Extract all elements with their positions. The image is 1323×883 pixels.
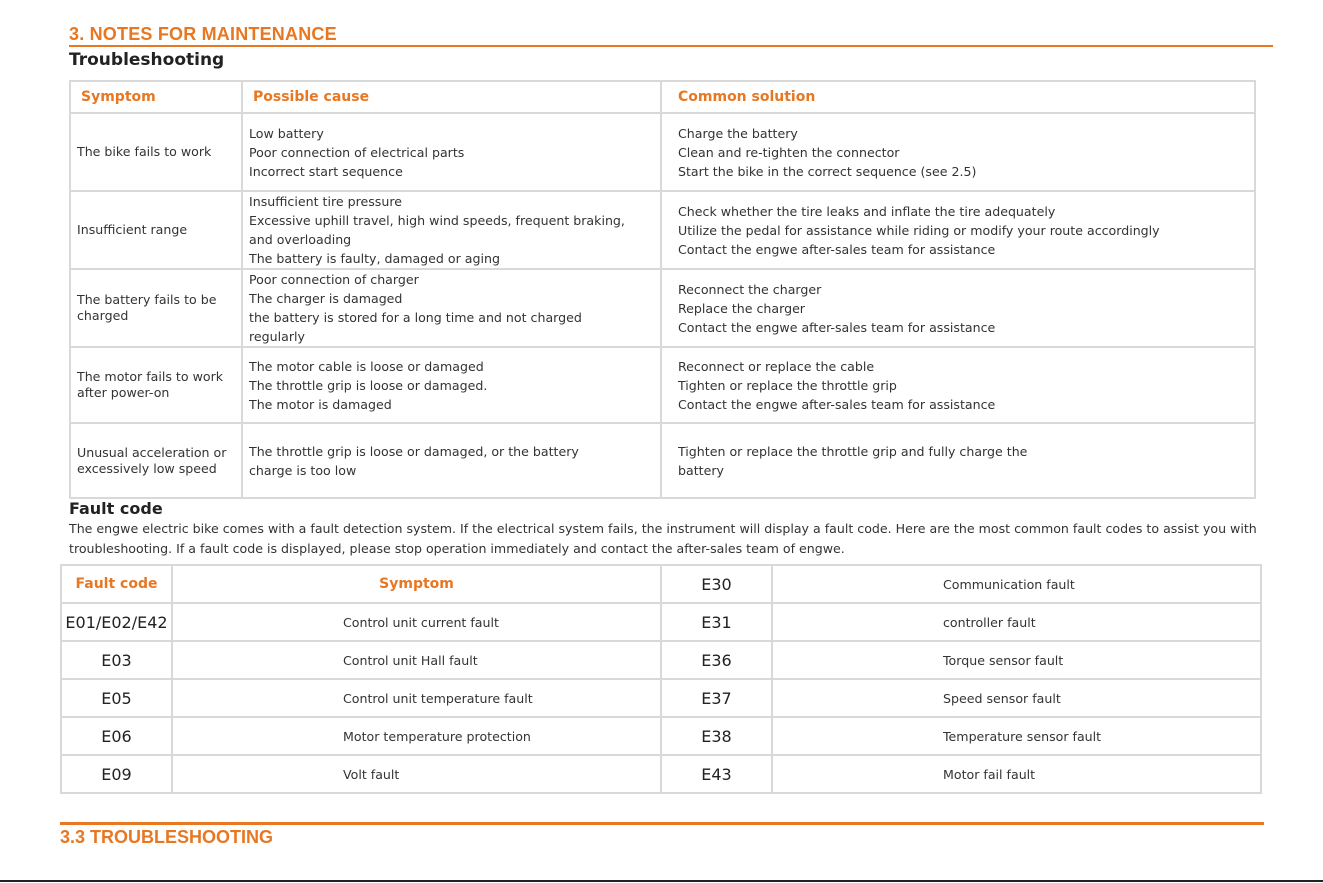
cell-line: charged (77, 308, 129, 323)
cell-line: battery (678, 462, 724, 478)
common-solution-cell (661, 269, 1255, 347)
cell-line: Charge the battery (678, 125, 798, 141)
fault-symptom-right (772, 603, 1261, 641)
cell-line: Unusual acceleration or (77, 444, 227, 460)
cell-line: and overloading (249, 232, 352, 247)
possible-cause-cell (242, 191, 661, 269)
symptom-cell (70, 423, 242, 498)
table-row (70, 423, 1255, 498)
cell-line: The motor is damaged (249, 396, 392, 412)
fault-row (61, 603, 1261, 641)
possible-cause-cell (242, 423, 661, 498)
troubleshooting-table (69, 80, 1256, 499)
fault-code-left: E09 (61, 755, 172, 793)
cell-line: The charger is damaged (249, 291, 403, 306)
fault-code-intro: The engwe electric bike comes with a fault detection system. If the electrical system fails, the instrument will display a fault code. Here are the most common fault codes to assist you with troubleshooting. If a fault code is displayed, please stop operation immediately and contact the after-sales team of engwe. (69, 521, 1257, 556)
fault-code-table (60, 564, 1262, 794)
symptom-cell (70, 113, 242, 191)
fault-symptom-left-text: Control unit current fault (343, 614, 499, 630)
cell-line: Poor connection of charger (249, 272, 419, 287)
common-solution-cell (661, 113, 1255, 191)
cell-line: Insufficient tire pressure (249, 194, 402, 209)
cell-line: Contact the engwe after-sales team for assistance (678, 241, 996, 257)
fault-symptom-right-text: Communication fault (943, 576, 1075, 592)
cell-line: The throttle grip is loose or damaged. (249, 377, 488, 393)
section-divider (69, 45, 1273, 47)
symptom-cell (70, 269, 242, 347)
fault-code-right: E37 (661, 679, 772, 717)
fault-symptom-right-text: Torque sensor fault (943, 652, 1064, 668)
column-header-common-solution: Common solution (661, 81, 1255, 113)
table-row (70, 191, 1255, 269)
fault-symptom-right-text: Speed sensor fault (943, 690, 1061, 706)
fault-row (61, 641, 1261, 679)
common-solution-cell (661, 347, 1255, 423)
cell-line: Check whether the tire leaks and inflate the tire adequately (678, 203, 1056, 219)
cell-line: The motor fails to work (77, 369, 224, 384)
cell-line: after power-on (77, 385, 170, 400)
fault-symptom-left (172, 755, 661, 793)
fault-code-left: E03 (61, 641, 172, 679)
fault-code-heading: Fault code (69, 499, 163, 518)
table-row (70, 347, 1255, 423)
column-header-possible-cause: Possible cause (242, 81, 661, 113)
page-bottom-border (0, 880, 1323, 882)
cell-line: Insufficient range (77, 222, 188, 237)
fault-code-right: E30 (661, 565, 772, 603)
cell-line: Incorrect start sequence (249, 163, 403, 179)
fault-code-right: E43 (661, 755, 772, 793)
table-row (70, 113, 1255, 191)
fault-code-right: E36 (661, 641, 772, 679)
fault-code-left: E06 (61, 717, 172, 755)
cell-line: Clean and re-tighten the connector (678, 144, 900, 160)
footer-divider (60, 822, 1264, 825)
symptom-cell (70, 191, 242, 269)
table-row (70, 269, 1255, 347)
cell-line: The motor cable is loose or damaged (249, 358, 484, 374)
cell-line: Tighten or replace the throttle grip and fully charge the (678, 443, 1028, 459)
fault-symptom-right (772, 755, 1261, 793)
fault-symptom-left (172, 717, 661, 755)
cell-line: Start the bike in the correct sequence (see 2.5) (678, 163, 977, 179)
troubleshooting-heading: Troubleshooting (69, 50, 225, 70)
fault-table-header-row (61, 565, 1261, 603)
possible-cause-cell (242, 113, 661, 191)
fault-symptom-left-text: Control unit temperature fault (343, 690, 533, 706)
cell-line: Tighten or replace the throttle grip (678, 377, 897, 393)
fault-symptom-right-text: Temperature sensor fault (943, 728, 1102, 744)
symptom-cell (70, 347, 242, 423)
fault-symptom-left-text: Motor temperature protection (343, 728, 531, 744)
fault-symptom-left (172, 641, 661, 679)
cell-line: The battery fails to be (77, 292, 217, 307)
fault-symptom-right (772, 717, 1261, 755)
cell-line: regularly (249, 329, 305, 344)
fault-symptom-right (772, 641, 1261, 679)
fault-symptom-right (772, 565, 1261, 603)
common-solution-cell (661, 191, 1255, 269)
possible-cause-cell (242, 269, 661, 347)
column-header-symptom: Symptom (70, 81, 242, 113)
possible-cause-cell (242, 347, 661, 423)
cell-line: Utilize the pedal for assistance while riding or modify your route accordingly (678, 222, 1160, 238)
column-header-fault-code: Fault code (61, 565, 172, 603)
cell-line: Excessive uphill travel, high wind speeds, frequent braking, (249, 213, 625, 228)
column-header-fault-symptom: Symptom (172, 565, 661, 603)
fault-code-left: E05 (61, 679, 172, 717)
cell-line: Contact the engwe after-sales team for assistance (678, 396, 996, 412)
fault-symptom-left-text: Volt fault (343, 766, 400, 782)
fault-symptom-left (172, 679, 661, 717)
table-header-row (70, 81, 1255, 113)
cell-line: Replace the charger (678, 300, 805, 316)
fault-row (61, 679, 1261, 717)
fault-symptom-right-text: controller fault (943, 614, 1036, 630)
cell-line: excessively low speed (77, 460, 217, 476)
cell-line: Contact the engwe after-sales team for assistance (678, 319, 996, 335)
cell-line: charge is too low (249, 462, 357, 478)
fault-code-left: E01/E02/E42 (61, 603, 172, 641)
fault-row (61, 717, 1261, 755)
cell-line: Reconnect the charger (678, 281, 822, 297)
fault-symptom-left (172, 603, 661, 641)
cell-line: The bike fails to work (77, 144, 212, 159)
fault-symptom-left-text: Control unit Hall fault (343, 652, 478, 668)
cell-line: Reconnect or replace the cable (678, 358, 875, 374)
fault-symptom-right-text: Motor fail fault (943, 766, 1036, 782)
cell-line: The throttle grip is loose or damaged, or the battery (249, 443, 579, 459)
cell-line: The battery is faulty, damaged or aging (249, 251, 500, 266)
fault-code-right: E31 (661, 603, 772, 641)
fault-code-right: E38 (661, 717, 772, 755)
cell-line: Poor connection of electrical parts (249, 144, 465, 160)
fault-row (61, 755, 1261, 793)
section-title: 3. NOTES FOR MAINTENANCE (69, 24, 337, 44)
common-solution-cell (661, 423, 1255, 498)
footer-title: 3.3 TROUBLESHOOTING (60, 827, 274, 847)
cell-line: the battery is stored for a long time and not charged (249, 310, 582, 325)
fault-symptom-right (772, 679, 1261, 717)
cell-line: Low battery (249, 125, 324, 141)
